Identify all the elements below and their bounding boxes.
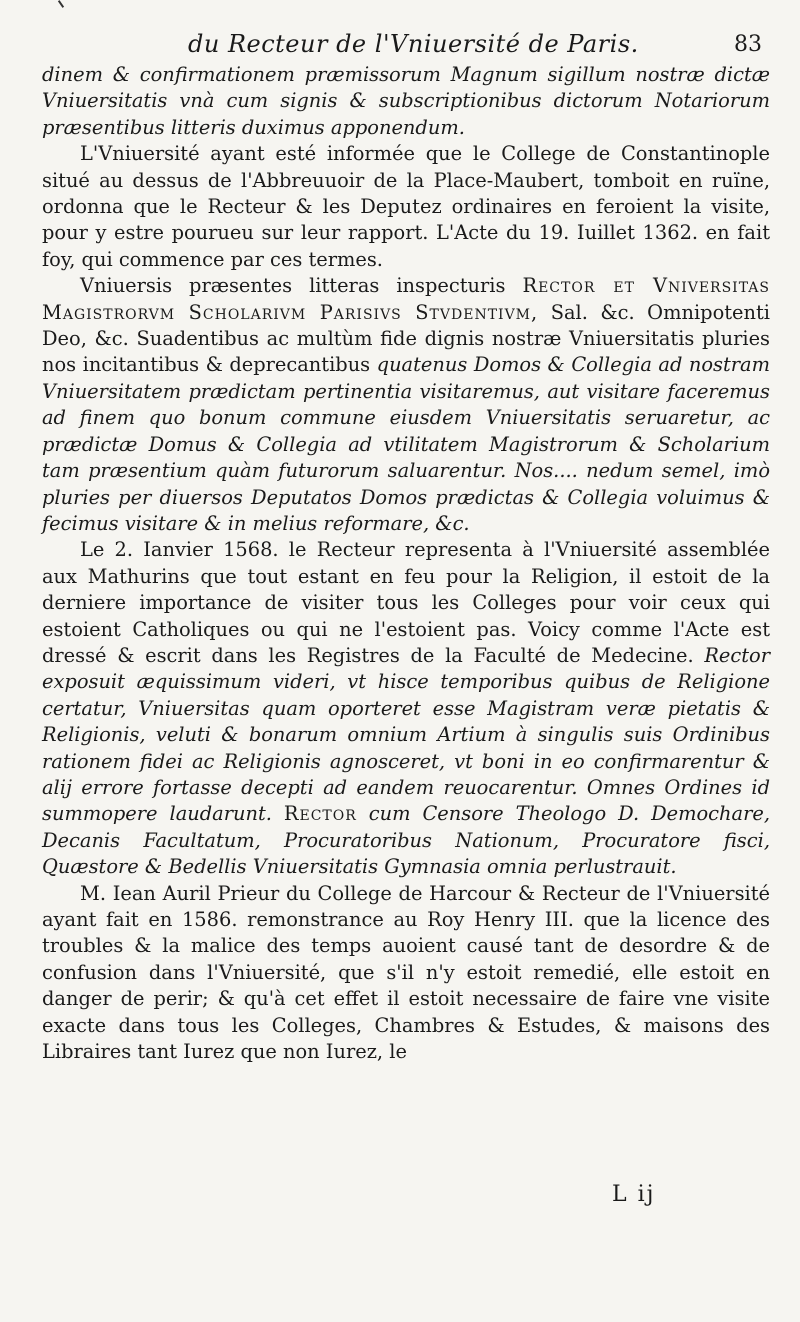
paragraph-4-french: Le 2. Ianvier 1568. le Recteur representa à l'Vniuersité assemblée aux Mathurins que tout estant en feu pour la Religion, il estoit de la derniere importance de visiter tous les Colleges pour voir ceux qui estoient Catholiques ou qui ne l'estoient pas. Voicy comme l'Acte est dressé & escrit dans les Registres de la Faculté de Medecine. [42, 538, 770, 667]
signature-mark: L ij [612, 1182, 656, 1207]
page-header [0, 24, 800, 64]
paragraph-3-smallcaps: Rector et Vniversitas Magistrorvm Scholarivm Parisivs Stvdentivm, [42, 274, 770, 324]
paragraph-3-latin: quatenus Domos & Collegia ad nostram Vniuersitatem prædictam pertinentia visitaremus, aut visitare faceremus ad finem quo bonum commune eiusdem Vniuersitatis seruaretur, ac prædictæ Domus & Collegia ad vtilitatem Magistrorum & Scholarium tam præsentium quàm futurorum saluarentur. Nos.... nedum semel, imò pluries per diuersos Deputatos Domos prædictas & Collegia voluimus & fecimus visitare & in melius reformare, &c. [42, 353, 770, 535]
paragraph-4-latin: Rector exposuit æquissimum videri, vt hisce temporibus quibus de Religione certatur, Vniuersitas quam oporteret esse Magistram veræ pietatis & Religionis, veluti & bonarum omnium Artium à singulis suis Ordinibus rationem fidei ac Religionis agnosceret, vt boni in eo confirmarentur & alij errore fortasse decepti ad eandem reuocarentur. Omnes Ordines id summopere laudarunt. [42, 643, 770, 826]
paragraph-3 [42, 273, 770, 537]
paragraph-3-opening: Vniuersis præsentes litteras inspecturis [80, 274, 506, 298]
paragraph-1: dinem & confirmationem præmissorum Magnum sigillum nostræ dictæ Vniuersitatis vnà cum signis & subscriptionibus dictorum Notariorum præsentibus litteris duximus apponendum. [42, 63, 770, 139]
paragraph-4-latin-end: cum Censore Theologo D. Demochare, Decanis Facultatum, Procuratoribus Nationum, Procuratore fisci, Quæstore & Bedellis Vniuersitatis Gymnasia omnia perlustrauit. [42, 802, 770, 879]
page-number: 83 [734, 32, 762, 57]
paragraph-3-salutation: Sal. &c. Omnipotenti Deo, &c. Suadentibus ac multùm fide dignis nostræ Vniuersitatis pluries nos incitantibus & deprecantibus [42, 300, 770, 377]
paragraph-5: M. Iean Auril Prieur du College de Harcour & Recteur de l'Vniuersité ayant fait en 1586. remonstrance au Roy Henry III. que la licence des troubles & la malice des temps auoient causé tant de desordre & de confusion dans l'Vniuersité, que s'il n'y estoit remedié, elle estoit en danger de perir; & qu'à cet effet il estoit necessaire de faire vne visite exacte dans tous les Colleges, Chambres & Estudes, & maisons des Libraires tant Iurez que non Iurez, le [42, 881, 770, 1064]
paragraph-2: L'Vniuersité ayant esté informée que le College de Constantinople situé au dessus de l'Abbreuuoir de la Place-Maubert, tomboit en ruïne, ordonna que le Recteur & les Deputez ordinaires en feroient la visite, pour y estre pourueu sur leur rapport. L'Acte du 19. Iuillet 1362. en fait foy, qui commence par ces termes. [42, 142, 770, 271]
page-body [42, 62, 770, 1065]
running-title: du Recteur de l'Vniuersité de Paris. [188, 30, 639, 58]
page-mark [58, 0, 64, 8]
paragraph-4-rector: Rector [283, 802, 357, 826]
paragraph-4 [42, 537, 770, 880]
